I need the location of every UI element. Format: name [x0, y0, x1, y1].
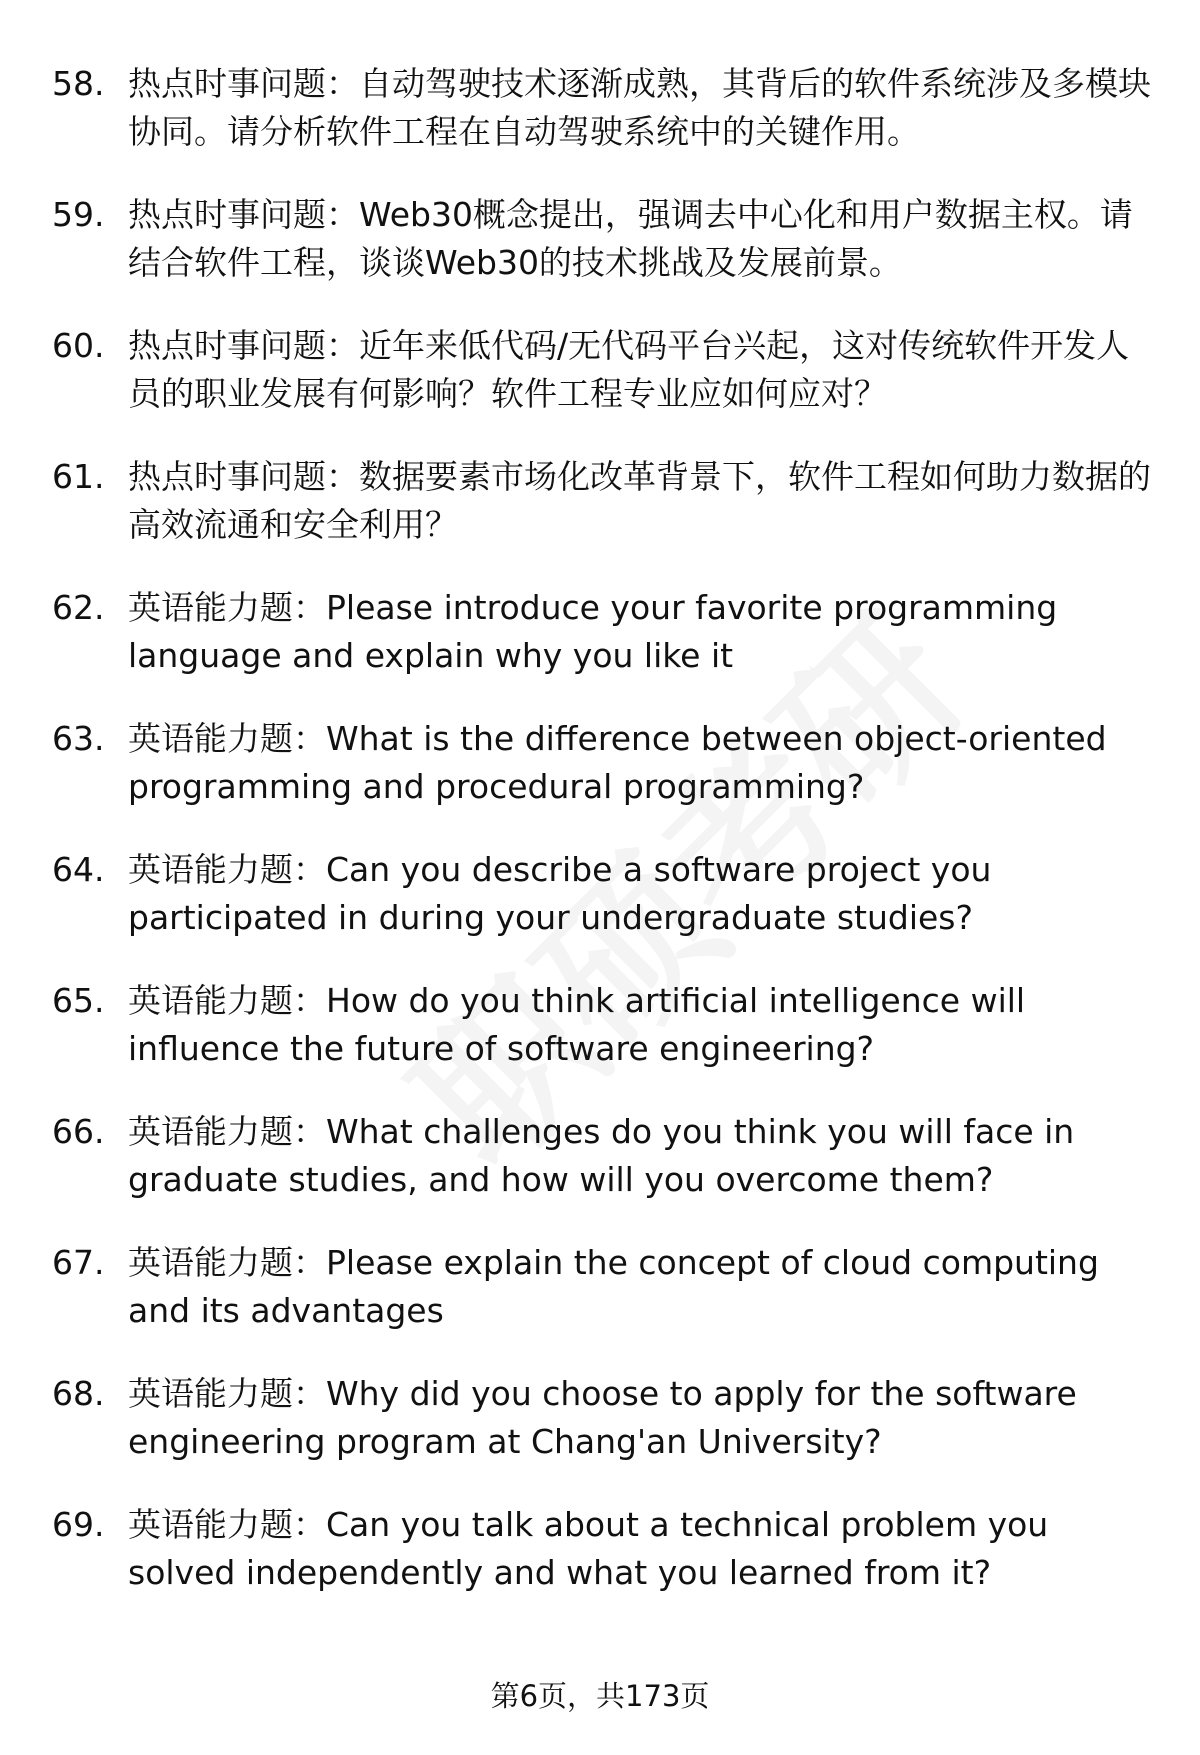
question-number: 63. — [52, 719, 105, 758]
question-list — [52, 60, 1152, 1632]
question-number: 62. — [52, 588, 105, 627]
question-item — [52, 453, 1152, 584]
question-item — [52, 715, 1152, 846]
question-text: 热点时事问题：近年来低代码/无代码平台兴起，这对传统软件开发人员的职业发展有何影响？软件工程专业应如何应对？ — [128, 326, 1130, 413]
question-item — [52, 977, 1152, 1108]
question-text: 英语能力题：Can you describe a software project you participated in during your undergraduate studies? — [128, 850, 992, 937]
question-item — [52, 322, 1152, 453]
question-item — [52, 60, 1152, 191]
question-text: 热点时事问题：自动驾驶技术逐渐成熟，其背后的软件系统涉及多模块协同。请分析软件工程在自动驾驶系统中的关键作用。 — [128, 64, 1151, 151]
question-text: 英语能力题：How do you think artificial intelligence will influence the future of software engineering? — [128, 981, 1026, 1068]
question-text: 英语能力题：Why did you choose to apply for the software engineering program at Chang'an University? — [128, 1374, 1077, 1461]
question-item — [52, 1108, 1152, 1239]
question-text: 英语能力题：What is the difference between object-oriented programming and procedural programming? — [128, 719, 1107, 806]
question-item — [52, 584, 1152, 715]
question-item — [52, 1501, 1152, 1632]
question-number: 69. — [52, 1505, 105, 1544]
question-number: 59. — [52, 195, 105, 234]
question-item — [52, 1239, 1152, 1370]
question-item — [52, 846, 1152, 977]
question-item — [52, 1370, 1152, 1501]
question-number: 67. — [52, 1243, 105, 1282]
question-text: 英语能力题：Please explain the concept of cloud computing and its advantages — [128, 1243, 1099, 1330]
question-number: 65. — [52, 981, 105, 1020]
question-number: 66. — [52, 1112, 105, 1151]
question-text: 英语能力题：Can you talk about a technical problem you solved independently and what you learned from it? — [128, 1505, 1049, 1592]
question-number: 58. — [52, 64, 105, 103]
question-number: 64. — [52, 850, 105, 889]
question-number: 61. — [52, 457, 105, 496]
question-number: 68. — [52, 1374, 105, 1413]
question-number: 60. — [52, 326, 105, 365]
question-item — [52, 191, 1152, 322]
question-text: 英语能力题：Please introduce your favorite programming language and explain why you like it — [128, 588, 1058, 675]
question-text: 热点时事问题：Web30概念提出，强调去中心化和用户数据主权。请结合软件工程，谈谈Web30的技术挑战及发展前景。 — [128, 195, 1133, 282]
page-footer: 第6页，共173页 — [490, 1679, 710, 1713]
question-text: 英语能力题：What challenges do you think you will face in graduate studies, and how will you overcome them? — [128, 1112, 1075, 1199]
question-text: 热点时事问题：数据要素市场化改革背景下，软件工程如何助力数据的高效流通和安全利用？ — [128, 457, 1151, 544]
